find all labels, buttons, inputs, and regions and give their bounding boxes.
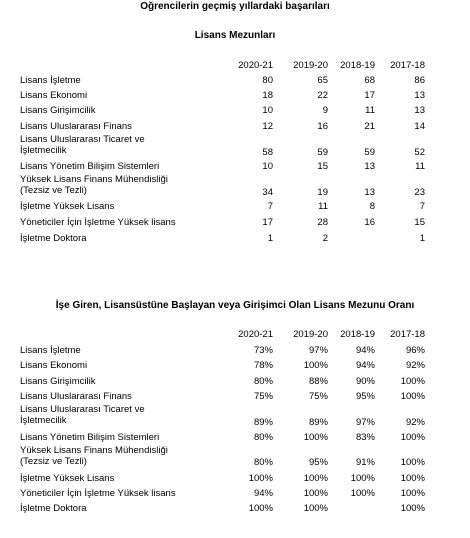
cell-value: 11 [415,161,425,172]
table-header [0,60,470,72]
cell-value: 91% [355,457,375,468]
cell-value: 100% [400,503,425,514]
cell-value: 94% [253,488,273,499]
cell-value: 12 [262,121,273,132]
row-label: Lisans Girişimcilik [20,105,96,116]
cell-value: 16 [317,121,328,132]
cell-value: 75% [308,391,328,402]
row-label: Lisans Girişimcilik [20,376,96,387]
cell-value: 94% [355,360,375,371]
cell-value: 100% [400,432,425,443]
cell-value: 65 [317,75,328,86]
cell-value: 100% [303,503,328,514]
cell-value: 15 [317,161,328,172]
cell-value: 95% [355,391,375,402]
cell-value: 13 [414,105,425,116]
cell-value: 18 [262,90,273,101]
table-header [0,329,470,341]
cell-value: 100% [248,473,273,484]
section2-heading: İşe Giren, Lisansüstüne Başlayan veya Girişimci Olan Lisans Mezunu Oranı [55,300,415,311]
column-header: 2017-18 [390,329,425,340]
cell-value: 89% [308,417,328,428]
row-label: Lisans Yönetim Bilişim Sistemleri [20,432,160,443]
column-header: 2018-19 [340,60,375,71]
row-label: Lisans Uluslararası Finans [20,391,132,402]
cell-value: 92% [405,417,425,428]
row-label: İşletme Yüksek Lisans [20,473,115,484]
cell-value: 13 [364,161,375,172]
cell-value: 78% [253,360,273,371]
cell-value: 95% [308,457,328,468]
cell-value: 14 [414,121,425,132]
row-label: Lisans İşletme [20,75,81,86]
cell-value: 73% [253,345,273,356]
cell-value: 89% [253,417,273,428]
row-label: Lisans İşletme [20,345,81,356]
row-label: Lisans Uluslararası Finans [20,121,132,132]
cell-value: 17 [364,90,375,101]
cell-value: 22 [317,90,328,101]
cell-value: 97% [308,345,328,356]
column-header: 2019-20 [293,60,328,71]
cell-value: 10 [262,105,273,116]
cell-value: 100% [400,488,425,499]
cell-value: 100% [248,503,273,514]
row-label: Lisans Ekonomi [20,360,88,371]
row-label: Lisans Uluslararası Ticaret ve İşletmecilik [20,134,145,156]
cell-value: 90% [355,376,375,387]
column-header: 2020-21 [238,60,273,71]
column-header: 2020-21 [238,329,273,340]
row-label: Yüksek Lisans Finans Mühendisliği (Tezsiz ve Tezli) [20,174,168,196]
row-label: Lisans Uluslararası Ticaret ve İşletmecilik [20,404,145,426]
cell-value: 100% [303,473,328,484]
cell-value: 68 [364,75,375,86]
cell-value: 97% [355,417,375,428]
cell-value: 100% [303,432,328,443]
section1-heading: Lisans Mezunları [194,30,276,41]
cell-value: 80 [262,75,273,86]
cell-value: 2 [322,233,328,244]
cell-value: 88% [308,376,328,387]
cell-value: 96% [405,345,425,356]
cell-value: 10 [262,161,273,172]
cell-value: 100% [350,488,375,499]
cell-value: 7 [267,201,273,212]
cell-value: 19 [317,187,328,198]
row-label: İşletme Yüksek Lisans [20,201,115,212]
row-label: İşletme Doktora [20,233,87,244]
cell-value: 28 [317,217,328,228]
cell-value: 1 [419,233,425,244]
cell-value: 80% [253,457,273,468]
cell-value: 8 [369,201,375,212]
cell-value: 86 [414,75,425,86]
cell-value: 17 [262,217,273,228]
cell-value: 9 [322,105,328,116]
cell-value: 7 [419,201,425,212]
row-label: Yöneticiler İçin İşletme Yüksek lisans [20,488,176,499]
column-header: 2017-18 [390,60,425,71]
cell-value: 34 [262,187,273,198]
cell-value: 13 [414,90,425,101]
row-label: Lisans Yönetim Bilişim Sistemleri [20,161,160,172]
cell-value: 15 [414,217,425,228]
cell-value: 16 [364,217,375,228]
cell-value: 23 [414,187,425,198]
cell-value: 80% [253,376,273,387]
cell-value: 75% [253,391,273,402]
cell-value: 11 [318,201,328,212]
column-header: 2018-19 [340,329,375,340]
cell-value: 100% [303,488,328,499]
cell-value: 11 [365,105,375,116]
cell-value: 59 [364,147,375,158]
cell-value: 100% [350,473,375,484]
page-title: Oğrencilerin geçmiş yıllardaki başarıları [140,1,330,12]
column-header: 2019-20 [293,329,328,340]
cell-value: 52 [414,147,425,158]
cell-value: 21 [364,121,375,132]
cell-value: 13 [364,187,375,198]
row-label: İşletme Doktora [20,503,87,514]
cell-value: 100% [400,457,425,468]
cell-value: 83% [355,432,375,443]
cell-value: 59 [317,147,328,158]
cell-value: 92% [405,360,425,371]
cell-value: 100% [400,376,425,387]
cell-value: 100% [400,391,425,402]
cell-value: 94% [355,345,375,356]
row-label: Yüksek Lisans Finans Mühendisliği (Tezsiz ve Tezli) [20,445,168,467]
cell-value: 100% [400,473,425,484]
cell-value: 80% [253,432,273,443]
cell-value: 1 [267,233,273,244]
cell-value: 100% [303,360,328,371]
row-label: Lisans Ekonomi [20,90,88,101]
cell-value: 58 [262,147,273,158]
row-label: Yöneticiler İçin İşletme Yüksek lisans [20,217,176,228]
